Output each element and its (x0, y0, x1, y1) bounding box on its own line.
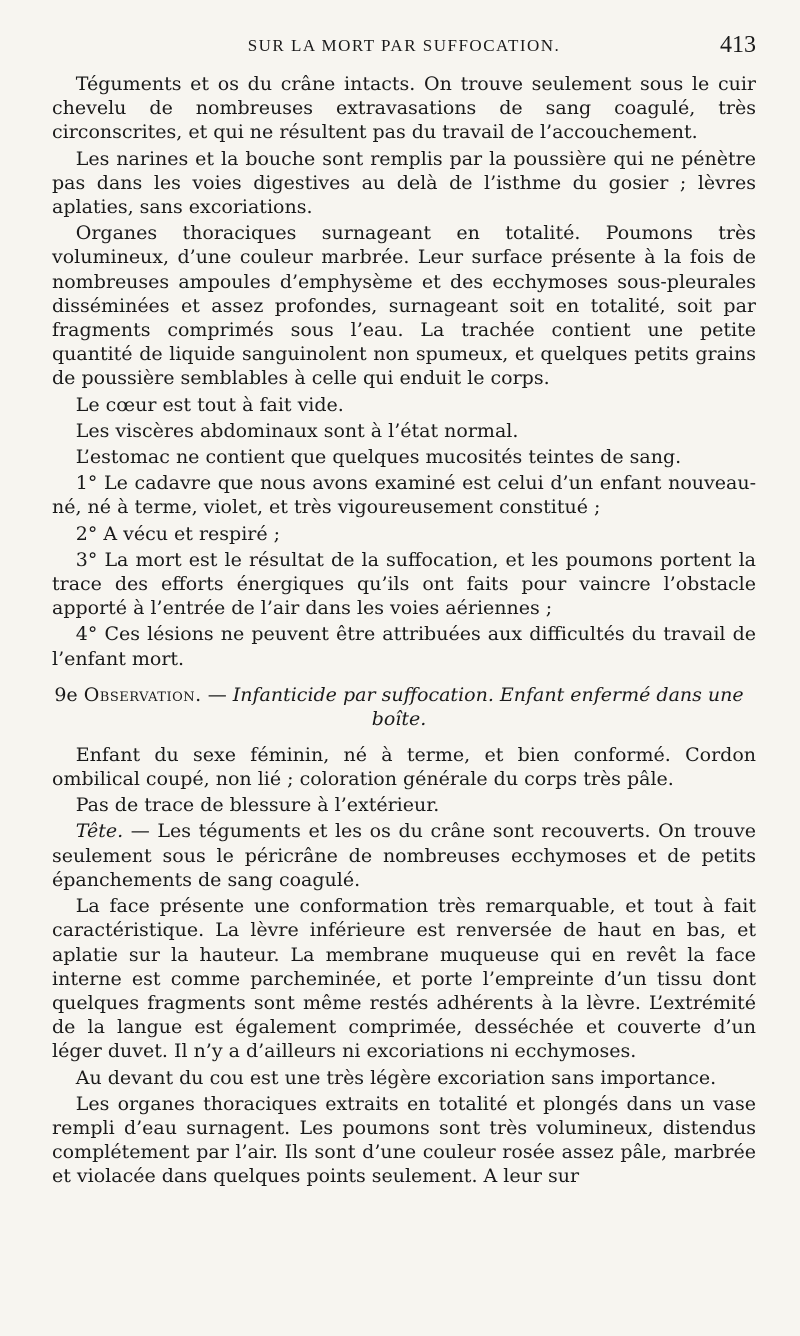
observation-number: 9e (54, 683, 78, 706)
paragraph: Enfant du sexe féminin, né à terme, et bien conformé. Cordon ombilical coupé, non lié ; coloration générale du corps très pâle. (52, 743, 756, 791)
paragraph: Organes thoraciques surnageant en totalité. Poumons très volumineux, d’une couleur marbrée. Leur surface présente à la fois de nombreuses ampoules d’emphysème et des ecchymoses sous-pleurales disséminées et assez profondes, surnageant soit en totalité, soit par fragments comprimés sous l’eau. La trachée contient une petite quantité de liquide sanguinolent non spumeux, et quelques petits grains de poussière semblables à celle qui enduit le corps. (52, 222, 756, 390)
conclusion-item: 4° Ces lésions ne peuvent être attribuées aux difficultés du travail de l’enfant mort. (52, 623, 756, 670)
running-head: SUR LA MORT PAR SUFFOCATION. (247, 36, 561, 55)
conclusion-item: 1° Le cadavre que nous avons examiné est celui d’un enfant nouveau-né, né à terme, violet, et très vigoureusement constitué ; (52, 472, 756, 519)
page-header (52, 28, 756, 72)
conclusion-item: 3° La mort est le résultat de la suffocation, et les poumons portent la trace des efforts énergiques qu’ils ont faits pour vaincre l’obstacle apporté à l’entrée de l’air dans les voies aériennes ; (52, 548, 756, 620)
observation-label: Observation. (83, 683, 202, 706)
paragraph: Les viscères abdominaux sont à l’état normal. (75, 419, 519, 442)
observation-title: Infanticide par suffocation. Enfant enfermé dans une boîte. (232, 683, 744, 730)
paragraph: Le cœur est tout à fait vide. (75, 393, 344, 416)
conclusion-item: 2° A vécu et respiré ; (75, 522, 281, 545)
tete-dash: — (123, 820, 158, 843)
paragraph: L’estomac ne contient que quelques mucosités teintes de sang. (75, 446, 682, 469)
tete-label: Tête. (75, 820, 124, 843)
paragraph: Téguments et os du crâne intacts. On trouve seulement sous le cuir chevelu de nombreuses extravasations de sang coagulé, très circonscrites, et qui ne résultent pas du travail de l’accouchement. (52, 73, 756, 144)
paragraph: Les narines et la bouche sont remplis par la poussière qui ne pénètre pas dans les voies digestives au delà de l’isthme du gosier ; lèvres aplaties, sans excoriations. (52, 147, 756, 219)
page-body (52, 72, 756, 1189)
page-number: 413 (720, 32, 756, 58)
paragraph: Pas de trace de blessure à l’extérieur. (75, 794, 440, 817)
tete-text: Les téguments et les os du crâne sont recouverts. On trouve seulement sous le péricrâne de nombreuses ecchymoses et de petits épanchements de sang coagulé. (52, 820, 756, 891)
paragraph: La face présente une conformation très remarquable, et tout à fait caractéristique. La lèvre inférieure est renversée de haut en bas, et aplatie sur la hauteur. La membrane muqueuse qui en revêt la face interne est comme parcheminée, et porte l’empreinte d’un tissu dont quelques fragments sont même restés adhérents à la lèvre. L’extrémité de la langue est également comprimée, desséchée et couverte d’un léger duvet. Il n’y a d’ailleurs ni excoriations ni ecchymoses. (52, 895, 756, 1063)
observation-dash: — (201, 683, 233, 706)
paragraph: Au devant du cou est une très légère excoriation sans importance. (75, 1066, 717, 1089)
tete-paragraph (52, 819, 756, 892)
paragraph: Les organes thoraciques extraits en totalité et plongés dans un vase rempli d’eau surnagent. Les poumons sont très volumineux, distendus complétement par l’air. Ils sont d’une couleur rosée assez pâle, marbrée et violacée dans quelques points seulement. A leur sur (52, 1092, 756, 1188)
observation-heading (42, 683, 756, 731)
